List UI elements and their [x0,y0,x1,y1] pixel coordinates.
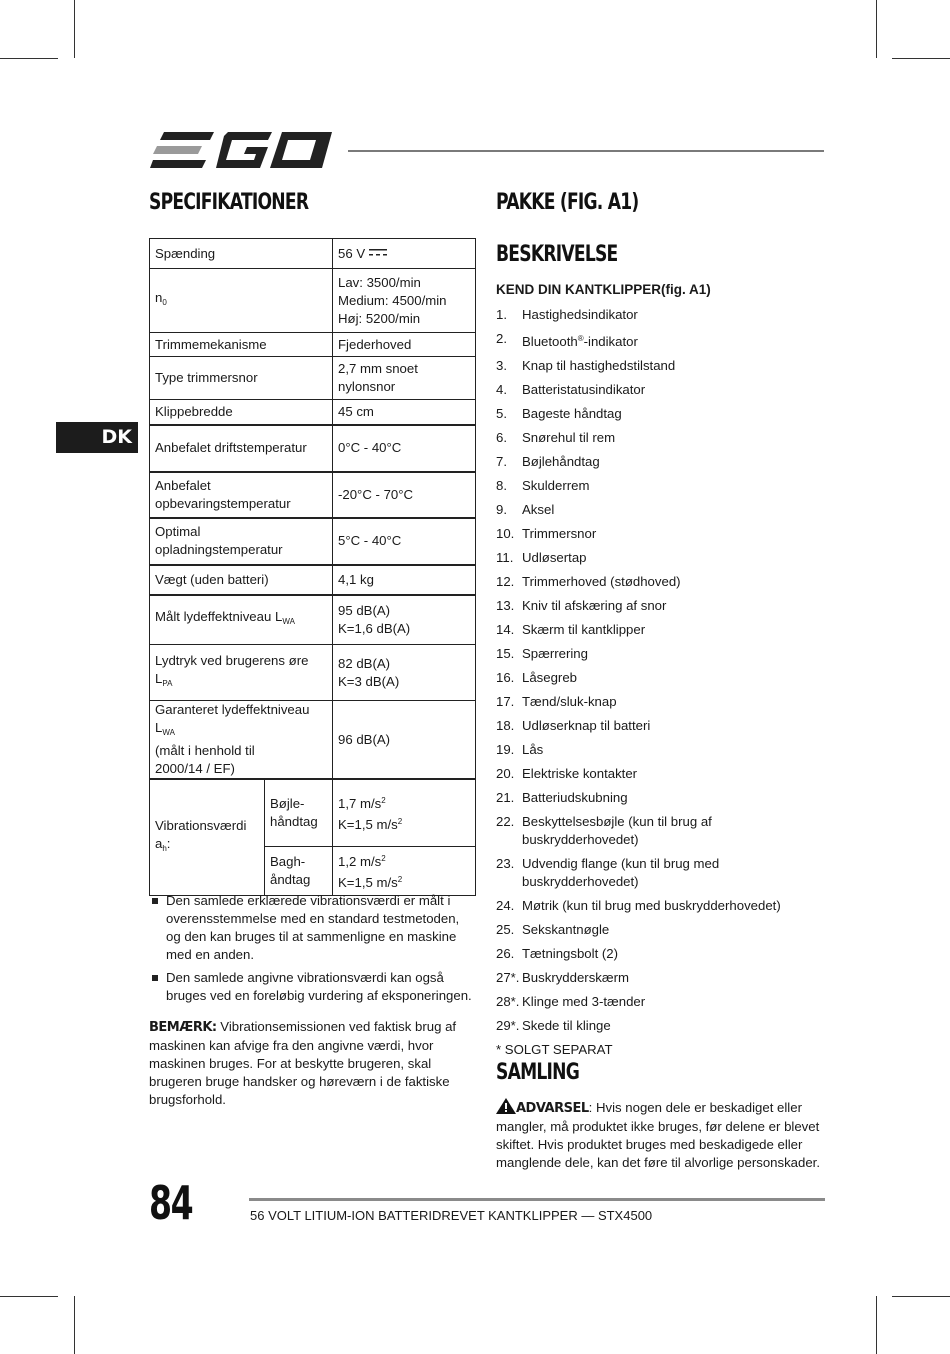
list-item [496,477,826,495]
spec-label: Anbefalet driftstemperatur [150,425,333,472]
footer-title: 56 VOLT LITIUM-ION BATTERIDREVET KANTKLIPPER — STX4500 [250,1208,653,1223]
list-item-text: Bageste håndtag [522,406,622,421]
list-item-text: Hastighedsindikator [522,307,638,322]
list-item [496,549,826,567]
table-row [150,239,476,269]
spec-label: Målt lydeffektniveau $L_{WA}$ [150,595,333,645]
crop-mark [0,58,58,59]
header-rule [348,150,824,152]
list-item [496,813,826,849]
spec-label: Trimmemekanisme [150,333,333,357]
crop-mark [74,0,75,58]
table-row [150,472,476,518]
list-item-text: Trimmerhoved (stødhoved) [522,574,681,589]
list-item-text: Spærrering [522,646,588,661]
note-paragraph: BEMÆRK: Vibrationsemissionen ved faktisk brug af maskinen kan afvige fra den angivne værdi, hvor maskinen bruges. For at beskytte brugeren, skal brugeren bruge handsker og høreværn i de faktiske brugsforhold. [149,1019,457,1107]
list-item [496,669,826,687]
language-tab: DK [56,422,138,453]
list-item-number: 24. [496,898,515,913]
spec-label: $n_0$ [150,269,333,333]
crop-mark [892,58,950,59]
list-item [496,306,826,324]
list-item-number: 9. [496,502,507,517]
list-item-text: Udløserknap til batteri [522,718,651,733]
list-item-text: Møtrik (kun til brug med buskrydderhovedet) [522,898,781,913]
list-item [496,993,826,1011]
ego-logo [150,128,332,172]
list-item: Den samlede angivne vibrationsværdi kan også bruges ved en foreløbig vurdering af eksponeringen. [149,969,476,1005]
spec-label: Garanteret lydeffektniveau $L_{WA}$ (målt i henhold til 2000/14 / EF) [150,701,333,780]
list-item-number: 14. [496,622,515,637]
list-item [496,945,826,963]
vibration-part: Bagh- åndtag [265,846,333,895]
list-item [496,717,826,735]
list-item [496,621,826,639]
spec-label: Anbefalet opbevaringstemperatur [150,472,333,518]
list-item-text: Bøjlehåndtag [522,454,600,469]
crop-mark [74,1296,75,1354]
list-item [496,969,826,987]
bullet-square-icon [152,975,158,981]
spec-value: 82 dB(A) K=3 dB(A) [333,645,476,701]
table-row [150,779,476,846]
assembly-heading: SAMLING [496,1060,580,1085]
package-heading: PAKKE (FIG. A1) [496,190,639,215]
crop-mark [876,0,877,58]
vibration-label: Vibrationsværdi $a_h$: [150,779,265,895]
list-item [496,381,826,399]
list-item-number: 23. [496,856,515,871]
list-item-text: Kniv til afskæring af snor [522,598,667,613]
list-item [496,453,826,471]
spec-value: 5°C - 40°C [333,518,476,565]
bullet-square-icon [152,898,158,904]
list-item-number: 4. [496,382,507,397]
list-item-text: Sekskantnøgle [522,922,610,937]
vibration-notes [149,892,476,1010]
list-item [496,921,826,939]
list-item-number: 27*. [496,970,520,985]
list-item-text: Lås [522,742,544,757]
table-row [150,269,476,333]
list-item-text: Skærm til kantklipper [522,622,646,637]
spec-label: Vægt (uden batteri) [150,565,333,595]
table-row [150,701,476,780]
footnote: * SOLGT SEPARAT [496,1042,613,1057]
list-item-number: 11. [496,550,514,565]
spec-value: 0°C - 40°C [333,425,476,472]
spec-value: -20°C - 70°C [333,472,476,518]
table-row [150,565,476,595]
spec-value: 4,1 kg [333,565,476,595]
list-item [496,330,826,351]
list-item [496,765,826,783]
description-subheading: KEND DIN KANTKLIPPER(fig. A1) [496,282,711,297]
registered-mark: ® [577,334,584,343]
list-item-number: 25. [496,922,515,937]
list-item-number: 21. [496,790,515,805]
list-item-text: Låsegreb [522,670,577,685]
table-row [150,645,476,701]
spec-label: Klippebredde [150,400,333,425]
list-item-text: Snørehul til rem [522,430,616,445]
list-item [496,897,826,915]
list-item [496,525,826,543]
list-item [496,597,826,615]
spec-value: 56 V [333,239,476,269]
spec-value: Fjederhoved [333,333,476,357]
page-number: 84 [149,1176,193,1230]
spec-value: Lav: 3500/min Medium: 4500/min Høj: 5200/min [333,269,476,333]
spec-label: Optimal opladningstemperatur [150,518,333,565]
table-row [150,518,476,565]
list-item-number: 22. [496,814,515,829]
list-item-number: 16. [496,670,515,685]
list-item-text: Skulderrem [522,478,590,493]
list-item-text: Elektriske kontakter [522,766,638,781]
list-item-number: 12. [496,574,515,589]
spec-value: 1,7 $m/s^2$ K=1,5 $m/s^2$ [333,779,476,846]
crop-mark [0,1296,58,1297]
list-item-text: Bluetooth [522,334,578,349]
list-item-number: 7. [496,454,507,469]
dc-symbol-icon [369,249,387,257]
table-row [150,333,476,357]
spec-value: 96 dB(A) [333,701,476,780]
list-item-text: Udløsertap [522,550,587,565]
list-item-text: Beskyttelsesbøjle (kun til brug af buskrydderhovedet) [522,814,712,847]
list-item [496,855,826,891]
list-item [496,1017,826,1035]
list-item-number: 13. [496,598,515,613]
list-item-number: 1. [496,307,507,322]
spec-label: Lydtryk ved brugerens øre $L_{PA}$ [150,645,333,701]
list-item-text: Skede til klinge [522,1018,611,1033]
specifications-table [149,238,476,896]
specifications-heading: SPECIFIKATIONER [149,190,309,215]
spec-value: 1,2 $m/s^2$ K=1,5 $m/s^2$ [333,846,476,895]
table-row [150,425,476,472]
list-item-number: 26. [496,946,515,961]
list-item [496,693,826,711]
spec-value: 95 dB(A) K=1,6 dB(A) [333,595,476,645]
list-item-number: 5. [496,406,507,421]
list-item-text-suffix: -indikator [583,334,638,349]
list-item-text: Tænd/sluk-knap [522,694,617,709]
list-item-number: 18. [496,718,515,733]
list-item [496,501,826,519]
crop-mark [876,1296,877,1354]
list-item-number: 28*. [496,994,520,1009]
list-item-text: Udvendig flange (kun til brug med buskrydderhovedet) [522,856,720,889]
list-item [496,357,826,375]
list-item-number: 2. [496,331,507,346]
list-item [496,429,826,447]
list-item-number: 17. [496,694,515,709]
list-item [496,405,826,423]
list-item-number: 3. [496,358,507,373]
list-item-text: Knap til hastighedstilstand [522,358,676,373]
warning-paragraph: ADVARSEL: Hvis nogen dele er beskadiget eller mangler, må produktet ikke bruges, før delene er blevet skiftet. Hvis produktet bruges med beskadigede eller manglende dele, kan det føre til alvorlige personskader. [496,1100,821,1170]
list-item-number: 15. [496,646,515,661]
list-item-number: 8. [496,478,507,493]
spec-value: 2,7 mm snoet nylonsnor [333,357,476,400]
list-item-text: Tætningsbolt (2) [522,946,619,961]
warning-triangle-icon [496,1098,516,1114]
list-item [496,573,826,591]
list-item-number: 10. [496,526,515,541]
list-item-number: 6. [496,430,507,445]
note-label: BEMÆRK: [149,1020,217,1035]
table-row [150,595,476,645]
list-item-number: 29*. [496,1018,520,1033]
crop-mark [892,1296,950,1297]
footer-rule [249,1198,825,1201]
list-item-text: Batteriudskubning [522,790,628,805]
list-item [496,645,826,663]
list-item [496,789,826,807]
list-item-text: Batteristatusindikator [522,382,646,397]
description-heading: BESKRIVELSE [496,242,618,267]
spec-value: 45 cm [333,400,476,425]
warning-label: ADVARSEL [516,1101,589,1116]
list-item-text: Klinge med 3-tænder [522,994,646,1009]
list-item-text: Buskrydderskærm [522,970,629,985]
list-item-number: 19. [496,742,515,757]
spec-label: Spænding [150,239,333,269]
list-item: Den samlede erklærede vibrationsværdi er målt i overensstemmelse med en standard testmetoden, og den kan bruges til at sammenligne en maskine med en anden. [149,892,476,964]
list-item-number: 20. [496,766,515,781]
table-row [150,357,476,400]
table-row [150,400,476,425]
list-item-text: Trimmersnor [522,526,597,541]
parts-list [496,306,826,1065]
list-item-text: Aksel [522,502,555,517]
vibration-part: Bøjle- håndtag [265,779,333,846]
list-item [496,741,826,759]
spec-label: Type trimmersnor [150,357,333,400]
